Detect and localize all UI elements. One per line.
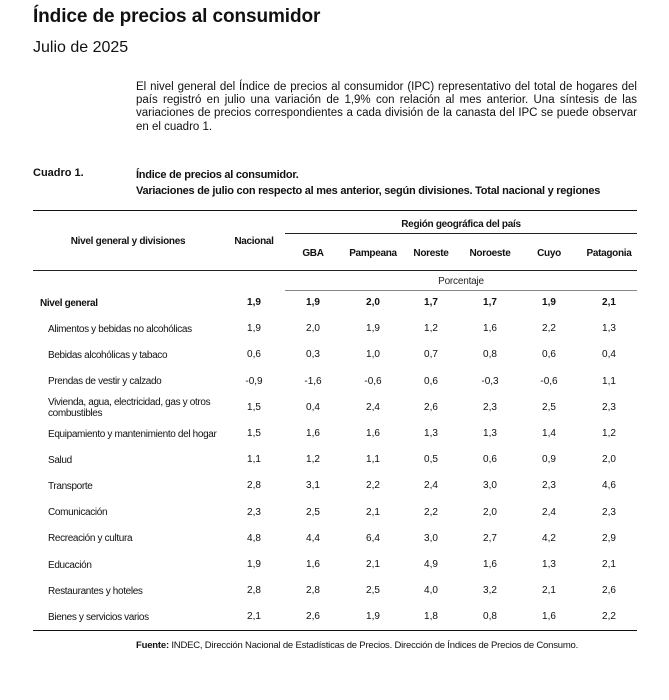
table-cell: 2,1	[366, 559, 380, 570]
table-cell: 1,9	[247, 323, 261, 335]
table-cell: 1,5	[247, 401, 261, 413]
table-cell: 1,9	[247, 559, 261, 570]
table-cell: 2,8	[306, 585, 320, 597]
table-cell: 1,7	[483, 297, 497, 308]
page-title: Índice de precios al consumidor	[33, 6, 321, 27]
row-label: Bebidas alcohólicas y tabaco	[48, 349, 168, 361]
table-cell: 2,3	[483, 401, 497, 413]
table-cell: 0,6	[542, 349, 556, 361]
intro-paragraph: El nivel general del Índice de precios al consumidor (IPC) representativo del total de hogares del país registró en julio una variación de 1,9% con relación al mes anterior. Una síntesis de las variaciones de precios correspondientes a cada división de la canasta del IPC se puede observar en el cuadro 1.	[136, 81, 637, 133]
region-group-rule	[285, 233, 637, 234]
table-cell: 1,2	[602, 428, 616, 439]
table-row	[33, 290, 637, 316]
table-cell: 2,2	[542, 323, 556, 335]
table-cell: -0,6	[364, 375, 382, 387]
table-cell: 1,6	[483, 323, 497, 335]
table-cell: 2,0	[306, 323, 320, 335]
table-row	[33, 395, 637, 421]
table-cell: 1,5	[247, 428, 261, 439]
header-region: GBA	[302, 248, 324, 259]
row-label: Educación	[48, 559, 92, 571]
table-cell: 4,0	[424, 585, 438, 597]
table-cell: 0,6	[247, 349, 261, 361]
table-cell: 2,5	[542, 401, 556, 413]
header-national: Nacional	[234, 236, 274, 247]
table-row	[33, 342, 637, 368]
table-cell: 3,0	[424, 532, 438, 544]
table-cell: 0,5	[424, 454, 438, 466]
table-cell: 1,6	[366, 428, 380, 439]
row-label: Salud	[48, 454, 72, 466]
header-region: Noreste	[413, 248, 449, 259]
table-cell: 2,0	[602, 454, 616, 466]
table-cell: 0,8	[483, 611, 497, 623]
row-label: Prendas de vestir y calzado	[48, 376, 162, 388]
header-region: Noroeste	[469, 248, 511, 259]
table-cell: 0,3	[306, 349, 320, 361]
table-cell: 2,4	[424, 480, 438, 492]
table-cell: 1,6	[483, 559, 497, 570]
table-cell: -1,6	[304, 375, 322, 387]
table-cell: 4,4	[306, 532, 320, 544]
table-row	[33, 369, 637, 395]
table-cell: 2,9	[602, 532, 616, 544]
table-cell: 1,9	[542, 297, 556, 308]
table-title	[136, 167, 636, 199]
table-cell: 2,8	[247, 480, 261, 492]
table-cell: 2,1	[542, 585, 556, 597]
table-cell: 4,6	[602, 480, 616, 492]
source-text: INDEC, Dirección Nacional de Estadísticas de Precios. Dirección de Índices de Precios de Consumo.	[171, 640, 579, 651]
table-cell: 1,9	[247, 297, 261, 308]
table-row	[33, 526, 637, 552]
table-cell: -0,3	[481, 375, 499, 387]
table-cell: 2,0	[483, 506, 497, 518]
table-cell: 2,0	[366, 297, 380, 308]
table-cell: 3,2	[483, 585, 497, 597]
table-cell: 1,9	[366, 611, 380, 623]
table-cell: 2,7	[483, 532, 497, 544]
header-region: Cuyo	[537, 248, 561, 259]
table-cell: 1,7	[424, 297, 438, 308]
table-label: Cuadro 1.	[33, 167, 84, 179]
table-cell: 1,6	[306, 559, 320, 570]
table-cell: 0,4	[306, 401, 320, 413]
table-cell: 2,1	[602, 297, 616, 308]
table-row	[33, 552, 637, 578]
table-cell: 2,1	[366, 506, 380, 518]
table-cell: 1,9	[306, 297, 320, 308]
table-cell: 1,1	[366, 454, 380, 466]
table-cell: 0,6	[483, 454, 497, 466]
table-title-line-2: Variaciones de julio con respecto al mes anterior, según divisiones. Total nacional y regiones	[136, 185, 601, 197]
table-cell: 1,2	[424, 323, 438, 335]
table-top-rule	[33, 210, 637, 211]
table-cell: 0,4	[602, 349, 616, 361]
header-bottom-rule	[33, 270, 637, 271]
row-label: Vivienda, agua, electricidad, gas y otros combustibles	[48, 396, 211, 419]
table-cell: 1,1	[602, 375, 616, 387]
table-cell: 2,4	[542, 506, 556, 518]
row-label: Restaurantes y hoteles	[48, 585, 143, 597]
table-cell: 4,9	[424, 559, 438, 570]
units-label: Porcentaje	[438, 276, 484, 287]
table-cell: 2,3	[602, 401, 616, 413]
table-cell: 2,4	[366, 401, 380, 413]
table-cell: 2,3	[602, 506, 616, 518]
page-subtitle: Julio de 2025	[33, 39, 129, 56]
table-cell: 1,3	[542, 559, 556, 570]
table-cell: 1,3	[602, 323, 616, 335]
table-row	[33, 604, 637, 630]
table-cell: 2,5	[306, 506, 320, 518]
table-cell: 2,2	[424, 506, 438, 518]
table-cell: 1,8	[424, 611, 438, 623]
table-row	[33, 473, 637, 499]
row-label: Transporte	[48, 480, 93, 492]
table-row	[33, 421, 637, 447]
table-cell: 2,5	[366, 585, 380, 597]
table-cell: 1,2	[306, 454, 320, 466]
table-cell: 0,6	[424, 375, 438, 387]
table-cell: 0,8	[483, 349, 497, 361]
table-cell: 1,6	[542, 611, 556, 623]
table-cell: 1,6	[306, 428, 320, 439]
table-cell: 2,6	[602, 585, 616, 597]
row-label: Comunicación	[48, 507, 108, 519]
table-cell: -0,9	[245, 375, 263, 387]
table-cell: 1,3	[424, 428, 438, 439]
table-cell: 1,0	[366, 349, 380, 361]
table-cell: 1,9	[366, 323, 380, 335]
row-label: Alimentos y bebidas no alcohólicas	[48, 323, 192, 335]
table-cell: 0,9	[542, 454, 556, 466]
header-region-group: Región geográfica del país	[401, 219, 521, 230]
table-cell: 2,6	[424, 401, 438, 413]
row-label: Equipamiento y mantenimiento del hogar	[48, 428, 217, 440]
header-region: Pampeana	[349, 248, 397, 259]
table-cell: 4,2	[542, 532, 556, 544]
table-cell: 2,3	[542, 480, 556, 492]
table-row	[33, 578, 637, 604]
table-cell: 1,3	[483, 428, 497, 439]
table-cell: 2,1	[602, 559, 616, 570]
table-cell: 2,3	[247, 506, 261, 518]
table-cell: 3,1	[306, 480, 320, 492]
table-cell: 6,4	[366, 532, 380, 544]
table-cell: 2,2	[602, 611, 616, 623]
table-cell: -0,6	[540, 375, 558, 387]
table-bottom-rule	[33, 630, 637, 631]
header-region: Patagonia	[586, 248, 632, 259]
table-row	[33, 447, 637, 473]
table-cell: 0,7	[424, 349, 438, 361]
table-cell: 3,0	[483, 480, 497, 492]
table-cell: 1,1	[247, 454, 261, 466]
table-cell: 1,4	[542, 428, 556, 439]
table-cell: 2,8	[247, 585, 261, 597]
table-row	[33, 500, 637, 526]
source-note	[136, 640, 578, 651]
row-label: Nivel general	[40, 297, 98, 309]
table-cell: 2,2	[366, 480, 380, 492]
source-label: Fuente:	[136, 640, 169, 651]
row-label: Recreación y cultura	[48, 533, 133, 545]
table-cell: 2,1	[247, 611, 261, 623]
table-cell: 2,6	[306, 611, 320, 623]
row-label: Bienes y servicios varios	[48, 611, 149, 623]
table-cell: 4,8	[247, 532, 261, 544]
table-row	[33, 316, 637, 342]
header-divisions: Nivel general y divisiones	[70, 236, 186, 247]
table-title-line-1: Índice de precios al consumidor.	[136, 169, 299, 181]
